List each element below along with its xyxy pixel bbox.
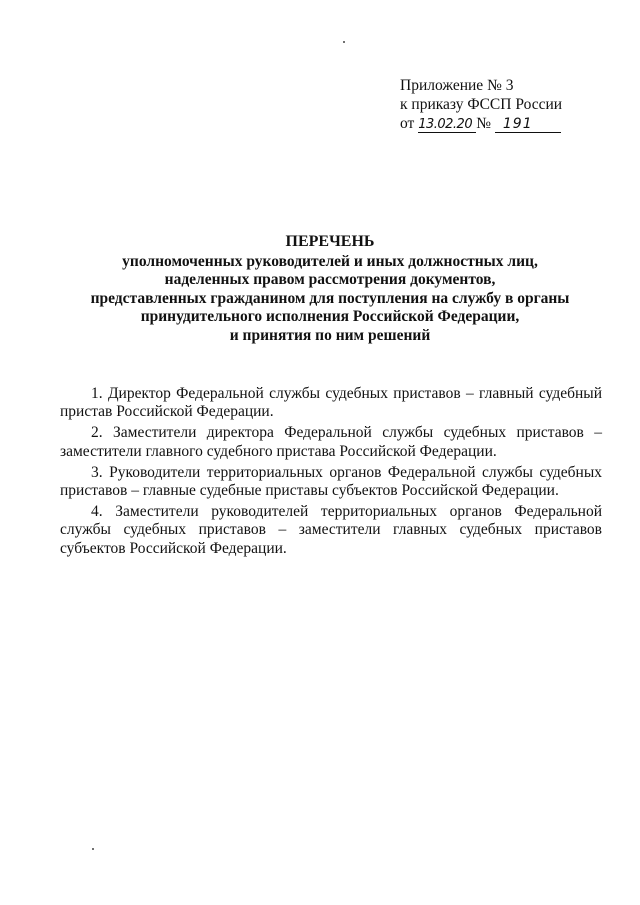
order-date-number <box>400 114 562 133</box>
title-line: наделенных правом рассмотрения документов, <box>164 271 496 289</box>
item-list <box>60 385 602 561</box>
attachment-number: Приложение № 3 <box>400 77 514 94</box>
title-line: и принятия по ним решений <box>229 326 431 344</box>
date-prefix: от <box>400 115 415 132</box>
order-number: 191 <box>502 116 533 132</box>
list-item: 1. Директор Федеральной службы судебных приставов – главный судебный пристав Российской Федерации. <box>60 385 602 421</box>
number-prefix: № <box>476 115 491 132</box>
order-reference: к приказу ФССП России <box>400 96 563 113</box>
title-line: представленных гражданином для поступления на службу в органы <box>90 289 570 307</box>
list-item: 2. Заместители директора Федеральной службы судебных приставов – заместители главного судебного пристава Российской Федерации. <box>60 424 602 460</box>
list-item: 3. Руководители территориальных органов Федеральной службы судебных приставов – главные судебные приставы субъектов Российской Федерации. <box>60 463 602 500</box>
order-date-field <box>418 116 476 133</box>
list-item: 4. Заместители руководителей территориальных органов Федеральной службы судебных приставов – заместители главных судебных приставов субъектов Российской Федерации. <box>60 503 602 557</box>
title-line: принудительного исполнения Российской Федерации, <box>140 308 520 326</box>
title-heading: ПЕРЕЧЕНЬ <box>285 233 375 250</box>
attachment-header <box>400 76 562 133</box>
scan-speck <box>92 848 94 850</box>
title-line: уполномоченных руководителей и иных должностных лиц, <box>122 252 538 270</box>
document-title <box>60 233 600 346</box>
scan-speck <box>343 41 345 43</box>
order-date: 13.02.20 <box>418 117 473 132</box>
order-number-field <box>495 116 561 133</box>
